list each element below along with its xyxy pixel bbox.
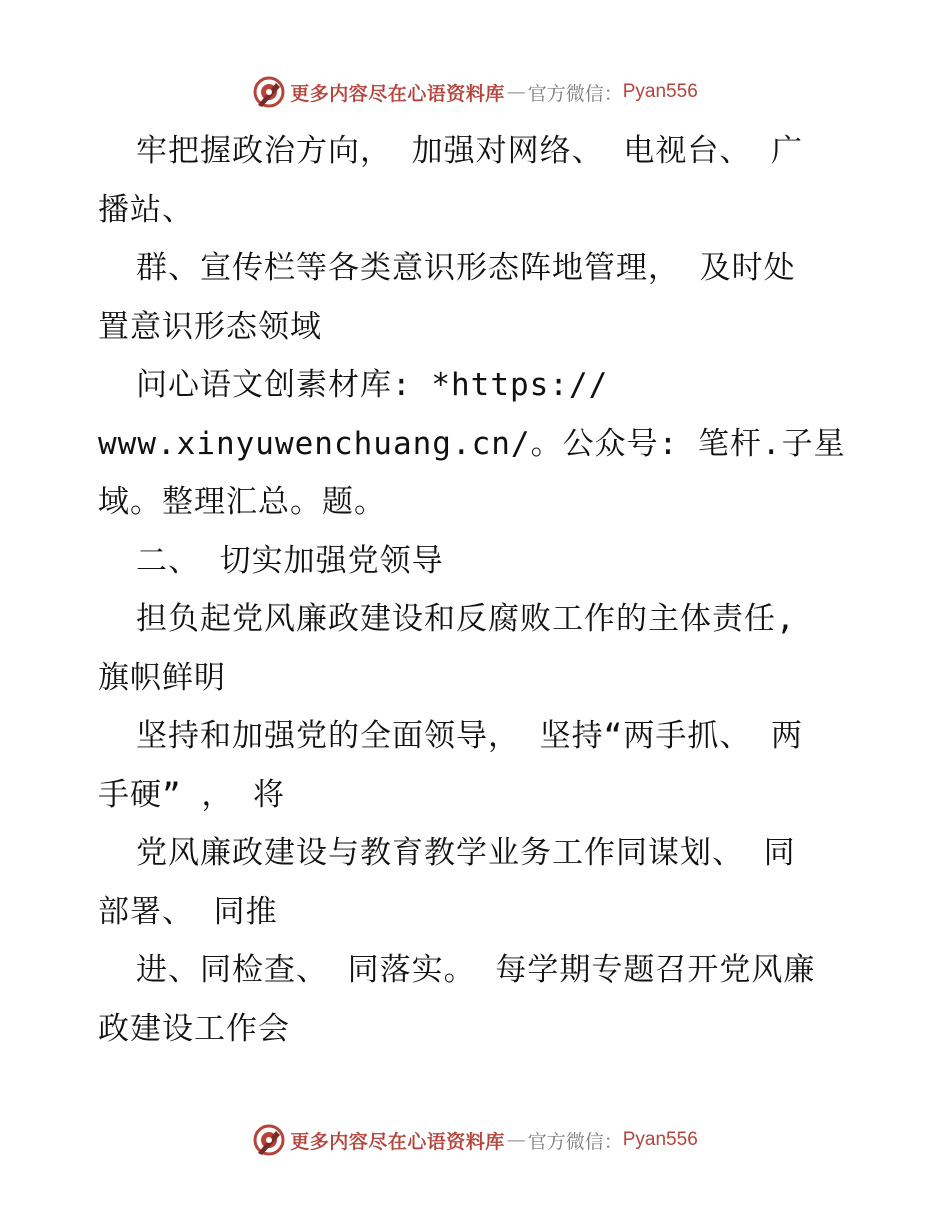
pen-logo-icon xyxy=(252,1123,286,1157)
section-heading: 二、 切实加强党领导 xyxy=(136,542,444,579)
body-line: 坚持和加强党的全面领导， 坚持“两手抓、 两 xyxy=(136,718,803,754)
body-line: 政建设工作会 xyxy=(98,1010,290,1047)
body-line: 部署、 同推 xyxy=(98,893,278,930)
body-line: 牢把握政治方向， 加强对网络、 电视台、 广 xyxy=(136,133,803,169)
banner-wechat-id: Pyan556 xyxy=(622,1129,698,1150)
banner-brand: 更多内容尽在心语资料库 xyxy=(290,82,505,105)
banner-wechat-label: 官方微信： xyxy=(527,1130,623,1153)
body-line: 手硬” ， 将 xyxy=(98,776,285,813)
document-body xyxy=(98,122,858,1058)
banner-brand: 更多内容尽在心语资料库 xyxy=(290,1130,505,1153)
body-line: 问心语文创素材库: *https:// xyxy=(136,367,609,403)
body-line: 置意识形态领域 xyxy=(98,308,322,345)
banner-wechat-label: 官方微信： xyxy=(527,82,623,105)
banner-separator: — xyxy=(506,1129,526,1151)
header-banner xyxy=(0,72,950,112)
body-line: www.xinyuwenchuang.cn/。公众号: 笔杆.子星 xyxy=(98,425,846,462)
body-line: 群、宣传栏等各类意识形态阵地管理， 及时处 xyxy=(136,250,796,286)
body-line: 担负起党风廉政建设和反腐败工作的主体责任, xyxy=(136,601,796,637)
body-line: 域。整理汇总。题。 xyxy=(98,484,386,520)
body-line: 旗帜鲜明 xyxy=(98,659,226,696)
body-line: 播站、 xyxy=(98,191,194,228)
body-line: 党风廉政建设与教育教学业务工作同谋划、 同 xyxy=(136,835,796,871)
banner-wechat-id: Pyan556 xyxy=(622,81,698,102)
banner-separator: — xyxy=(506,81,526,103)
footer-banner xyxy=(0,1120,950,1160)
body-line: 进、同检查、 同落实。 每学期专题召开党风廉 xyxy=(136,952,816,988)
pen-logo-icon xyxy=(252,75,286,109)
